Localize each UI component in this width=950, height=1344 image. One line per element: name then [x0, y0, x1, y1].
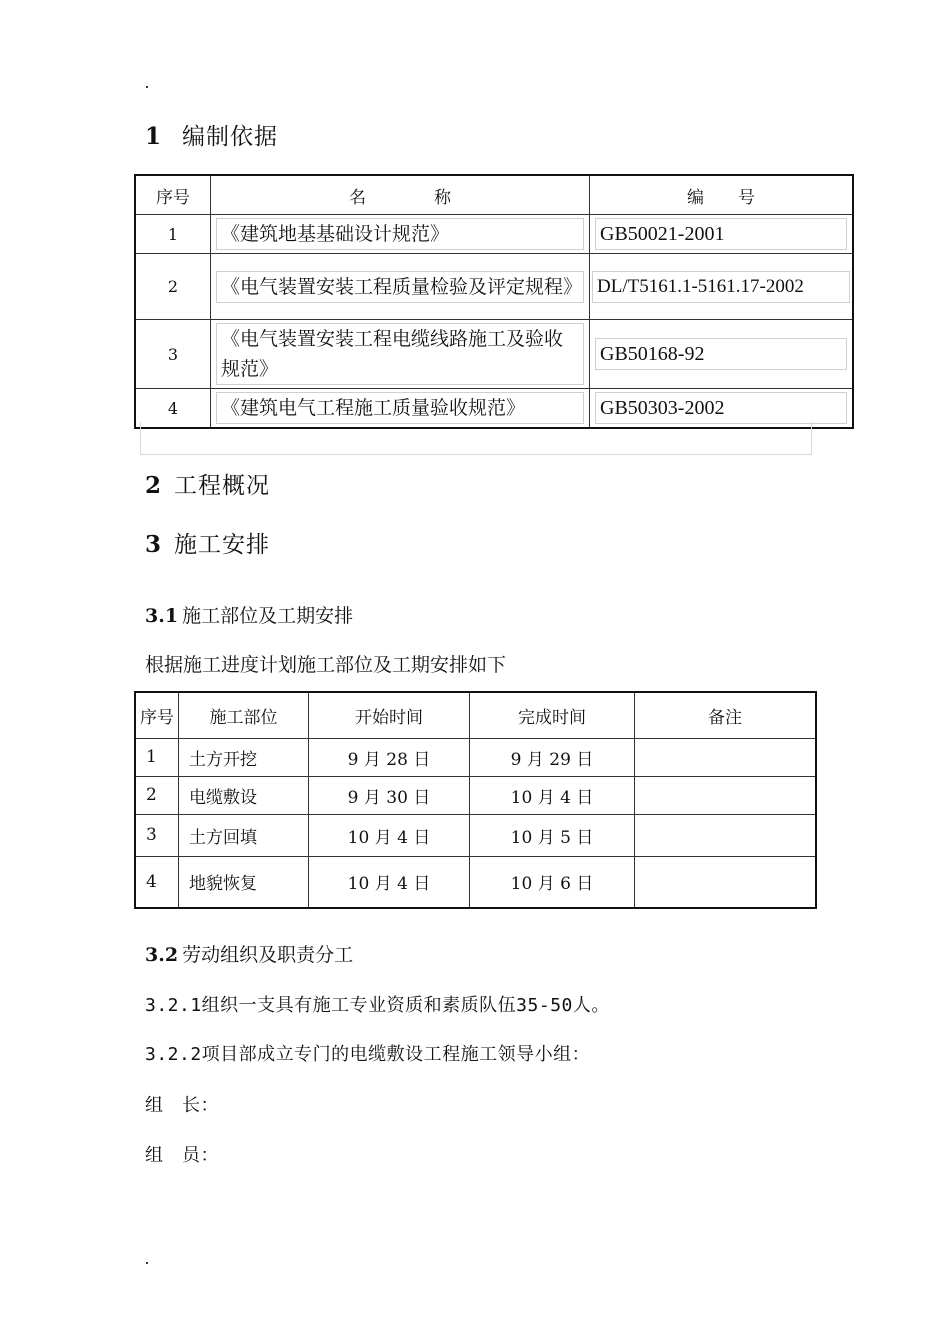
table-header-row — [135, 692, 816, 738]
row-no: 3 — [135, 320, 211, 389]
section-3-heading — [145, 526, 270, 559]
section-3-2-heading — [145, 940, 353, 967]
row-part: 地貌恢复 — [179, 856, 309, 908]
header-name: 名 称 — [211, 175, 590, 215]
table-row — [135, 814, 816, 856]
row-start: 9 月 30 日 — [309, 776, 470, 814]
leader-line: 组 长： — [145, 1095, 219, 1116]
row-start: 9 月 28 日 — [309, 738, 470, 776]
section-number: 3 — [145, 531, 163, 558]
header-end: 完成时间 — [470, 692, 635, 738]
row-end: 10 月 6 日 — [470, 856, 635, 908]
header-start: 开始时间 — [309, 692, 470, 738]
row-code-cell — [590, 215, 854, 254]
section-title: 施工部位及工期安排 — [182, 605, 354, 627]
table-row — [135, 856, 816, 908]
row-no: 4 — [135, 856, 179, 908]
row-code: GB50303-2002 — [595, 392, 847, 424]
row-code: DL/T5161.1-5161.17-2002 — [592, 271, 850, 303]
table-header-row — [135, 175, 853, 215]
section-3-1-heading — [145, 601, 353, 628]
row-name-cell — [211, 215, 590, 254]
table-row — [135, 738, 816, 776]
row-code: GB50021-2001 — [595, 218, 847, 250]
schedule-table — [134, 691, 817, 909]
section-number: 1 — [145, 123, 163, 150]
paragraph-3-2-2: 3.2.2项目部成立专门的电缆敷设工程施工领导小组： — [145, 1044, 591, 1065]
header-no: 序号 — [135, 175, 211, 215]
row-no: 3 — [135, 814, 179, 856]
row-no: 2 — [135, 776, 179, 814]
row-note — [635, 776, 817, 814]
section-title: 工程概况 — [174, 473, 271, 499]
row-note — [635, 814, 817, 856]
row-part: 电缆敷设 — [179, 776, 309, 814]
section-2-heading — [145, 467, 270, 500]
row-name-cell — [211, 254, 590, 320]
row-end: 10 月 5 日 — [470, 814, 635, 856]
row-no: 2 — [135, 254, 211, 320]
paragraph-3-2-1: 3.2.1组织一支具有施工专业资质和素质队伍35-50人。 — [145, 995, 610, 1016]
section-number: 3.2 — [145, 944, 179, 966]
schedule-intro: 根据施工进度计划施工部位及工期安排如下 — [145, 654, 507, 676]
row-no: 1 — [135, 215, 211, 254]
section-title: 劳动组织及职责分工 — [182, 944, 354, 966]
section-title: 施工安排 — [174, 532, 271, 558]
row-name: 《建筑电气工程施工质量验收规范》 — [216, 392, 584, 424]
section-title: 编制依据 — [182, 124, 279, 150]
table-row — [135, 215, 853, 254]
page-mark-bottom — [146, 1262, 148, 1264]
standards-table — [134, 174, 854, 429]
table-row — [135, 320, 853, 389]
header-no: 序号 — [135, 692, 179, 738]
row-code-cell — [590, 254, 854, 320]
row-name: 《电气装置安装工程质量检验及评定规程》 — [216, 271, 584, 303]
row-start: 10 月 4 日 — [309, 856, 470, 908]
table-row — [135, 776, 816, 814]
page-mark-top — [146, 86, 148, 88]
row-end: 9 月 29 日 — [470, 738, 635, 776]
table-row — [135, 254, 853, 320]
row-note — [635, 738, 817, 776]
row-no: 4 — [135, 389, 211, 429]
row-part: 土方开挖 — [179, 738, 309, 776]
row-start: 10 月 4 日 — [309, 814, 470, 856]
row-no: 1 — [135, 738, 179, 776]
section-number: 2 — [145, 472, 163, 499]
header-code: 编 号 — [590, 175, 854, 215]
row-part: 土方回填 — [179, 814, 309, 856]
header-part: 施工部位 — [179, 692, 309, 738]
row-end: 10 月 4 日 — [470, 776, 635, 814]
header-note: 备注 — [635, 692, 817, 738]
row-code: GB50168-92 — [595, 338, 847, 370]
row-note — [635, 856, 817, 908]
section-1-heading — [145, 118, 278, 151]
empty-frame — [140, 422, 812, 455]
row-name-cell — [211, 320, 590, 389]
section-number: 3.1 — [145, 605, 179, 627]
member-line: 组 员： — [145, 1145, 219, 1166]
row-code-cell — [590, 320, 854, 389]
row-name: 《建筑地基基础设计规范》 — [216, 218, 584, 250]
row-name: 《电气装置安装工程电缆线路施工及验收规范》 — [216, 323, 584, 385]
